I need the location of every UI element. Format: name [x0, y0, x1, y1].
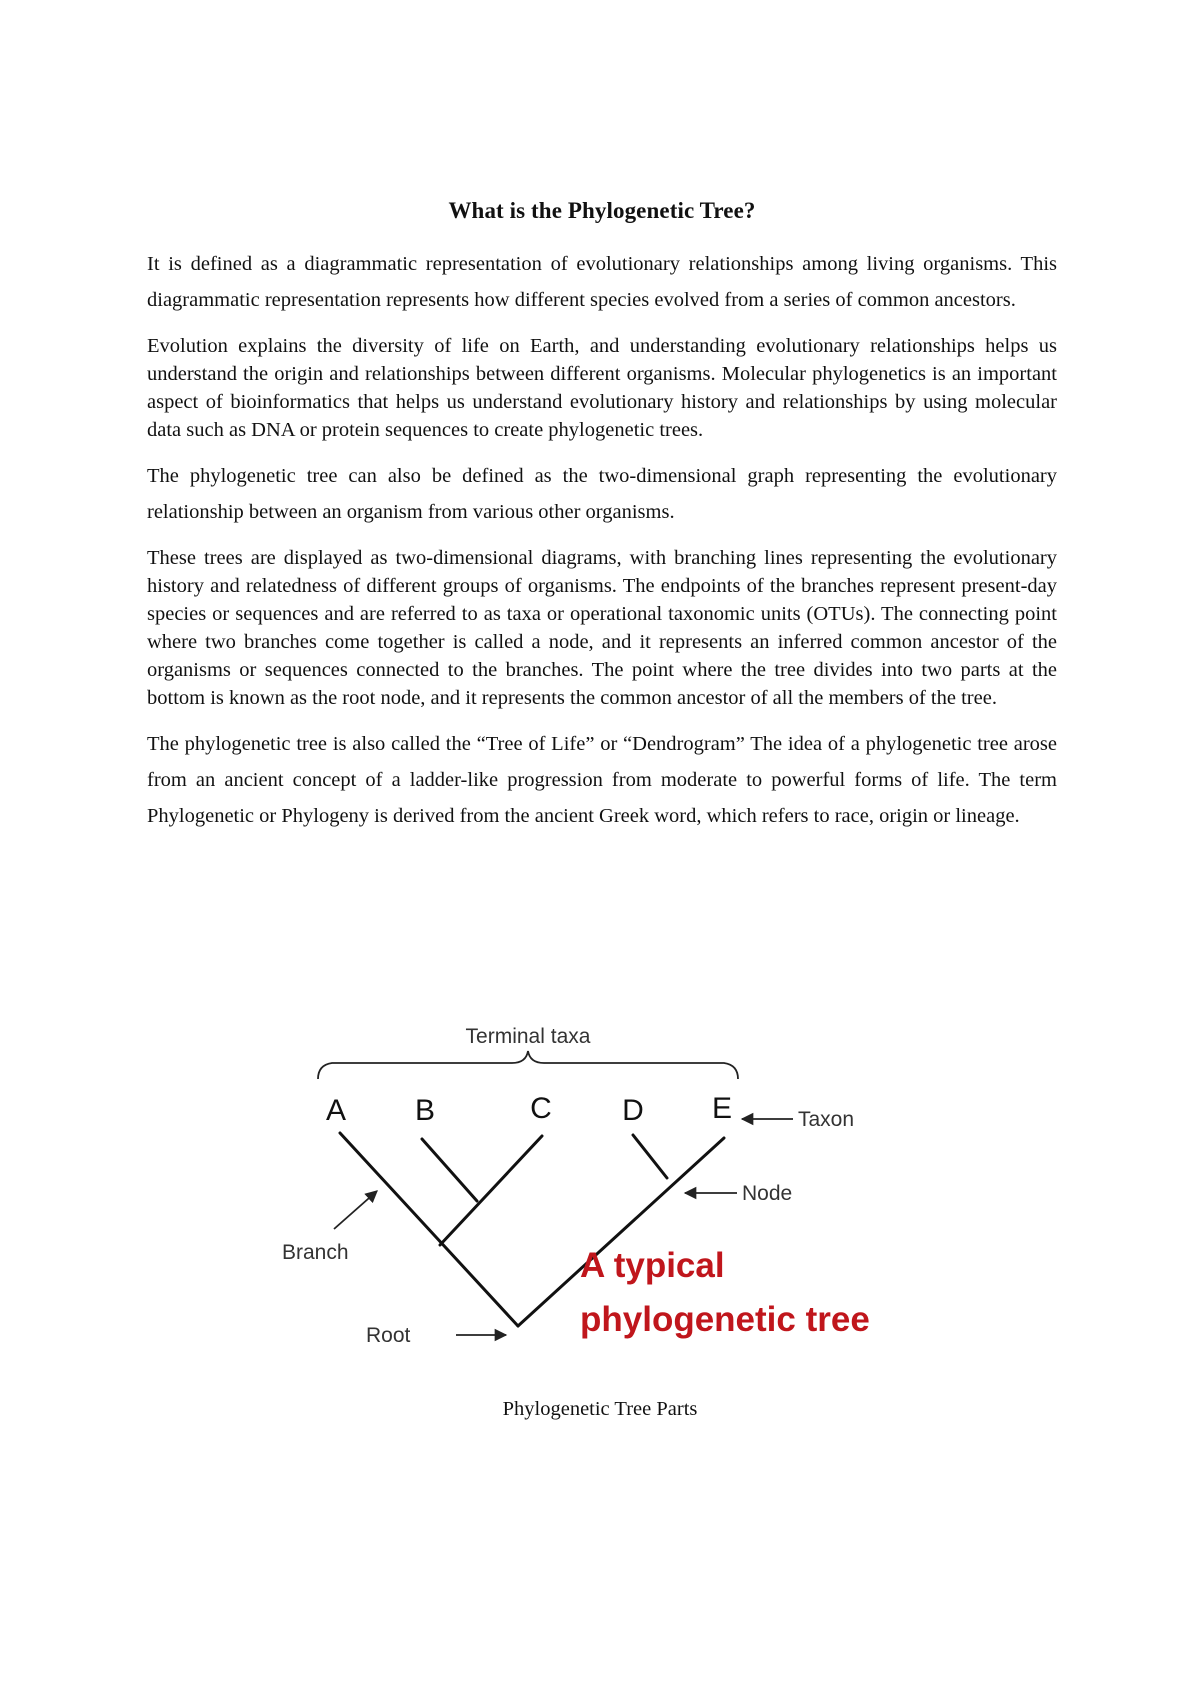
- tree-branches: [340, 1133, 724, 1326]
- terminal-taxa-brace: [318, 1051, 738, 1079]
- branch-root-right: [518, 1138, 724, 1326]
- document-page: [147, 198, 1057, 848]
- headline-line-1: A typical: [580, 1246, 725, 1285]
- taxon-label-d: D: [622, 1094, 644, 1127]
- taxon-annotation-label: Taxon: [798, 1108, 855, 1131]
- branch-annotation-label: Branch: [282, 1241, 349, 1264]
- page-title: What is the Phylogenetic Tree?: [448, 198, 756, 223]
- paragraph-tree-of-life: The phylogenetic tree is also called the “Tree of Life” or “Dendrogram” The idea of a phylogenetic tree arose from an ancient concept of a ladder-like progression from moderate to powerful forms of life. The term Phylogenetic or Phylogeny is derived from the ancient Greek word, which refers to race, origin or lineage.: [147, 733, 1057, 827]
- paragraph-tree-structure: These trees are displayed as two-dimensional diagrams, with branching lines representing the evolutionary history and relatedness of different groups of organisms. The endpoints of the branches represent present-day species or sequences and are referred to as taxa or operational taxonomic units (OTUs). The connecting point where two branches come together is called a node, and it represents an inferred common ancestor of the organisms or sequences connected to the branches. The point where the tree divides into two parts at the bottom is known as the root node, and it represents the common ancestor of all the members of the tree.: [147, 547, 1057, 709]
- branch-d: [633, 1135, 667, 1178]
- figure-caption: Phylogenetic Tree Parts: [502, 1398, 698, 1420]
- taxon-label-a: A: [325, 1094, 347, 1127]
- phylogenetic-tree-figure: [282, 1005, 940, 1365]
- taxon-label-b: B: [414, 1094, 436, 1127]
- branch-arrow: [334, 1191, 377, 1229]
- headline-line-2: phylogenetic tree: [580, 1300, 870, 1339]
- branch-c: [440, 1136, 542, 1245]
- taxon-label-e: E: [711, 1092, 733, 1125]
- paragraph-definition: It is defined as a diagrammatic representation of evolutionary relationships among living organisms. This diagrammatic representation represents how different species evolved from a series of common ancestors.: [147, 253, 1057, 311]
- node-annotation-label: Node: [742, 1182, 793, 1205]
- taxon-label-c: C: [530, 1092, 552, 1125]
- paragraph-evolution: Evolution explains the diversity of life on Earth, and understanding evolutionary relationships helps us understand the origin and relationships between different organisms. Molecular phylogenetics is an important aspect of bioinformatics that helps us understand evolutionary history and relationships by using molecular data such as DNA or protein sequences to create phylogenetic trees.: [147, 335, 1057, 441]
- root-annotation-label: Root: [366, 1324, 411, 1347]
- branch-b: [422, 1139, 477, 1201]
- terminal-taxa-label: Terminal taxa: [465, 1025, 591, 1048]
- paragraph-two-dimensional-graph: The phylogenetic tree can also be defined as the two-dimensional graph representing the evolutionary relationship between an organism from various other organisms.: [147, 465, 1057, 523]
- branch-a: [340, 1133, 518, 1326]
- phylogenetic-tree-diagram: [282, 1005, 940, 1365]
